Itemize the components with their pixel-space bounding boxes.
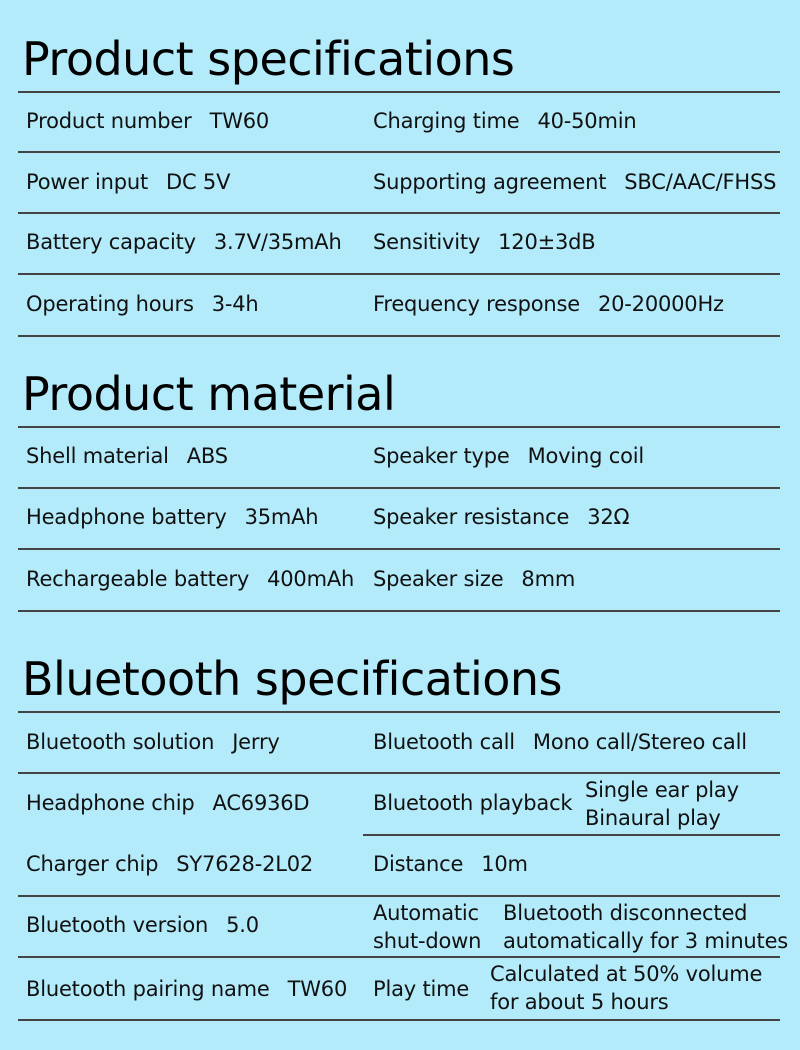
- spec-distance: Distance 10m: [373, 852, 528, 876]
- spec-operating-hours: Operating hours 3-4h: [26, 292, 259, 316]
- spec-power-input: Power input DC 5V: [26, 170, 231, 194]
- divider: [18, 426, 780, 428]
- divider: [18, 548, 780, 550]
- spec-supporting-agreement: Supporting agreement SBC/AAC/FHSS: [373, 170, 777, 194]
- divider: [363, 834, 780, 836]
- spec-automatic-shutdown-value: Bluetooth disconnected automatically for 3 minutes: [503, 901, 789, 953]
- spec-headphone-battery: Headphone battery 35mAh: [26, 505, 319, 529]
- section-title-product-specifications: Product specifications: [22, 32, 515, 86]
- divider: [18, 711, 780, 713]
- divider: [18, 772, 780, 774]
- spec-product-number: Product number TW60: [26, 109, 270, 133]
- spec-sensitivity: Sensitivity 120±3dB: [373, 230, 596, 254]
- divider: [18, 212, 780, 214]
- section-title-bluetooth-specifications: Bluetooth specifications: [22, 652, 562, 706]
- spec-bluetooth-playback-value: Single ear play Binaural play: [585, 778, 739, 830]
- spec-automatic-shutdown-label: Automatic shut-down: [373, 901, 482, 953]
- divider: [18, 273, 780, 275]
- spec-charger-chip: Charger chip SY7628-2L02: [26, 852, 314, 876]
- spec-speaker-resistance: Speaker resistance 32Ω: [373, 505, 630, 529]
- spec-shell-material: Shell material ABS: [26, 444, 228, 468]
- divider: [18, 335, 780, 337]
- spec-bluetooth-playback-label: Bluetooth playback: [373, 791, 573, 815]
- divider: [18, 895, 780, 897]
- divider: [18, 1019, 780, 1021]
- section-title-product-material: Product material: [22, 367, 396, 421]
- spec-battery-capacity: Battery capacity 3.7V/35mAh: [26, 230, 342, 254]
- spec-bluetooth-pairing-name: Bluetooth pairing name TW60: [26, 977, 348, 1001]
- divider: [18, 956, 780, 958]
- spec-bluetooth-solution: Bluetooth solution Jerry: [26, 730, 280, 754]
- divider: [18, 487, 780, 489]
- spec-bluetooth-call: Bluetooth call Mono call/Stereo call: [373, 730, 747, 754]
- spec-charging-time: Charging time 40-50min: [373, 109, 637, 133]
- spec-frequency-response: Frequency response 20-20000Hz: [373, 292, 724, 316]
- divider: [18, 610, 780, 612]
- divider: [18, 151, 780, 153]
- spec-bluetooth-version: Bluetooth version 5.0: [26, 913, 259, 937]
- spec-play-time-label: Play time: [373, 977, 470, 1001]
- spec-speaker-type: Speaker type Moving coil: [373, 444, 645, 468]
- spec-play-time-value: Calculated at 50% volume for about 5 hours: [490, 962, 763, 1014]
- divider: [18, 91, 780, 93]
- spec-speaker-size: Speaker size 8mm: [373, 567, 576, 591]
- spec-headphone-chip: Headphone chip AC6936D: [26, 791, 310, 815]
- spec-rechargeable-battery: Rechargeable battery 400mAh: [26, 567, 355, 591]
